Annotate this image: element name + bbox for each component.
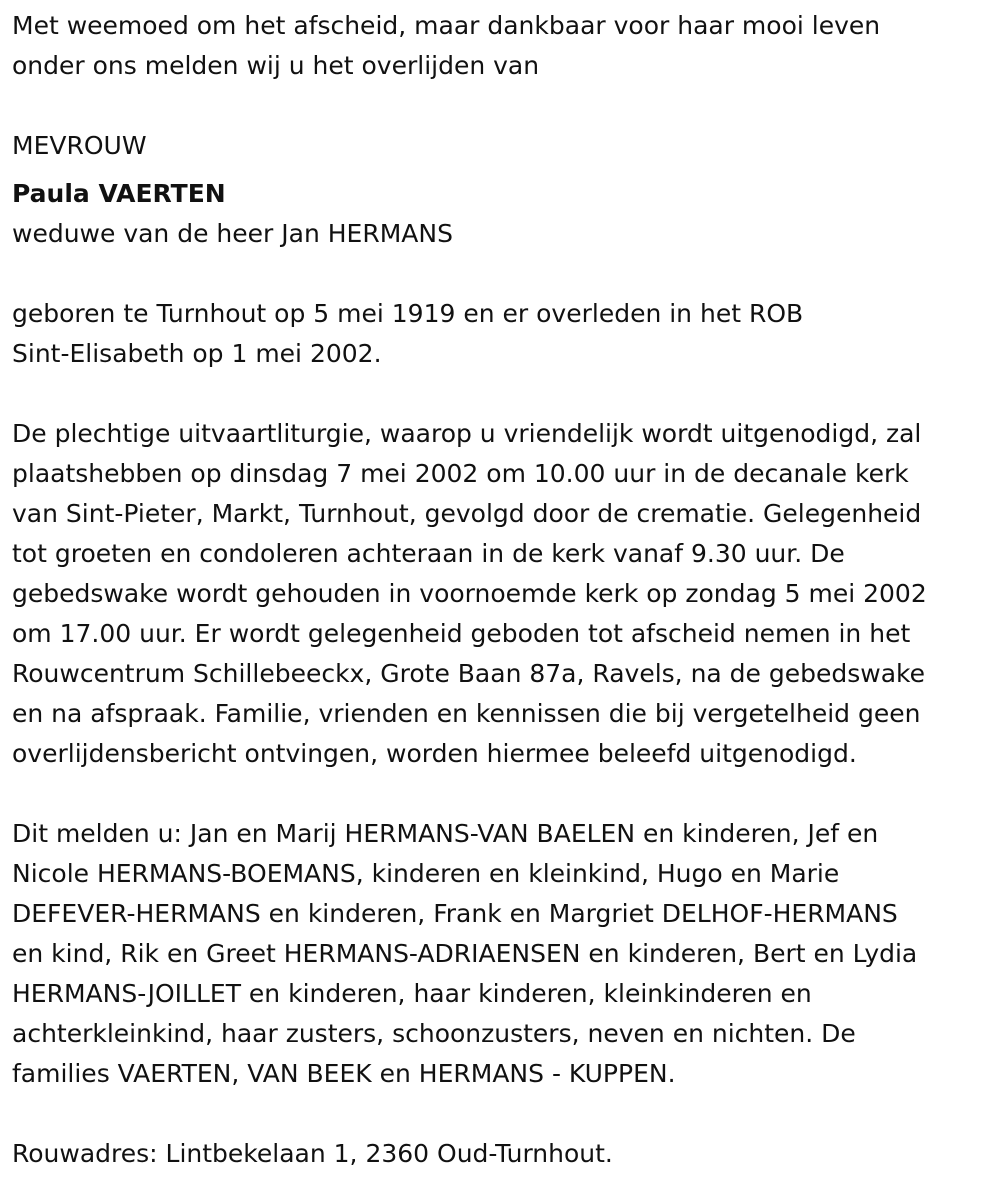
ceremony-line: tot groeten en condoleren achteraan in de kerk vanaf 9.30 uur. De: [12, 539, 845, 568]
ceremony-line: om 17.00 uur. Er wordt gelegenheid geboden tot afscheid nemen in het: [12, 619, 911, 648]
family-line: Nicole HERMANS-BOEMANS, kinderen en kleinkind, Hugo en Marie: [12, 859, 840, 888]
family-line: achterkleinkind, haar zusters, schoonzusters, neven en nichten. De: [12, 1019, 856, 1048]
intro-line: onder ons melden wij u het overlijden van: [12, 51, 540, 80]
family-line: en kind, Rik en Greet HERMANS-ADRIAENSEN en kinderen, Bert en Lydia: [12, 939, 918, 968]
deceased-relation: [12, 214, 997, 254]
spacer: [12, 1094, 997, 1134]
ceremony-line: overlijdensbericht ontvingen, worden hiermee beleefd uitgenodigd.: [12, 739, 857, 768]
intro-line: Met weemoed om het afscheid, maar dankbaar voor haar mooi leven: [12, 11, 881, 40]
ceremony-line: van Sint-Pieter, Markt, Turnhout, gevolgd door de crematie. Gelegenheid: [12, 499, 922, 528]
ceremony-paragraph: [12, 414, 997, 774]
intro-paragraph: [12, 6, 997, 86]
family-line: DEFEVER-HERMANS en kinderen, Frank en Margriet DELHOF-HERMANS: [12, 899, 898, 928]
spacer: [12, 86, 997, 126]
spacer: [12, 374, 997, 414]
family-paragraph: [12, 814, 997, 1094]
deceased-title-text: MEVROUW: [12, 131, 147, 160]
mourning-address-text: Rouwadres: Lintbekelaan 1, 2360 Oud-Turnhout.: [12, 1139, 613, 1168]
family-line: families VAERTEN, VAN BEEK en HERMANS - KUPPEN.: [12, 1059, 676, 1088]
ceremony-line: De plechtige uitvaartliturgie, waarop u vriendelijk wordt uitgenodigd, zal: [12, 419, 922, 448]
obituary-notice: [12, 6, 997, 1174]
deceased-relation-text: weduwe van de heer Jan HERMANS: [12, 219, 453, 248]
mourning-address: [12, 1134, 997, 1174]
ceremony-line: plaatshebben op dinsdag 7 mei 2002 om 10.00 uur in de decanale kerk: [12, 459, 909, 488]
ceremony-line: gebedswake wordt gehouden in voornoemde kerk op zondag 5 mei 2002: [12, 579, 927, 608]
birth-death-line: geboren te Turnhout op 5 mei 1919 en er overleden in het ROB: [12, 299, 804, 328]
spacer: [12, 774, 997, 814]
deceased-name-text: Paula VAERTEN: [12, 179, 226, 208]
deceased-name: [12, 174, 997, 214]
birth-death-paragraph: [12, 294, 997, 374]
family-line: HERMANS-JOILLET en kinderen, haar kinderen, kleinkinderen en: [12, 979, 812, 1008]
ceremony-line: Rouwcentrum Schillebeeckx, Grote Baan 87a, Ravels, na de gebedswake: [12, 659, 926, 688]
ceremony-line: en na afspraak. Familie, vrienden en kennissen die bij vergetelheid geen: [12, 699, 921, 728]
family-line: Dit melden u: Jan en Marij HERMANS-VAN BAELEN en kinderen, Jef en: [12, 819, 879, 848]
deceased-title: [12, 126, 997, 166]
spacer: [12, 254, 997, 294]
birth-death-line: Sint-Elisabeth op 1 mei 2002.: [12, 339, 382, 368]
